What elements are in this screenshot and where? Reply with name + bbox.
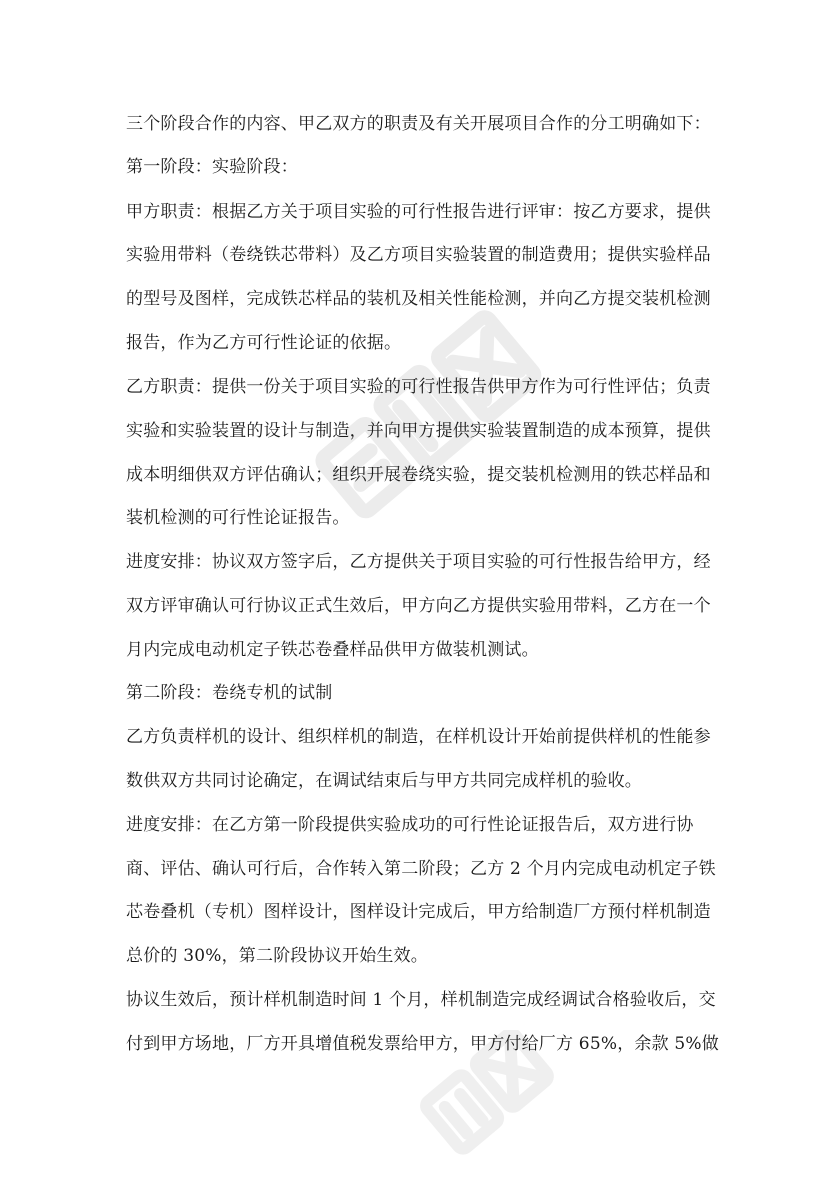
schedule-two-line: 芯卷叠机（专机）图样设计，图样设计完成后，甲方给制造厂方预付样机制造 xyxy=(126,902,711,922)
agreement-effect-line: 协议生效后，预计样机制造时间 1 个月，样机制造完成经调试合格验收后，交 xyxy=(126,990,716,1010)
party-a-duties-line: 甲方职责：根据乙方关于项目实验的可行性报告进行评审：按乙方要求，提供 xyxy=(126,202,711,222)
schedule-one-line: 月内完成电动机定子铁芯卷叠样品供甲方做装机测试。 xyxy=(126,640,539,660)
party-a-duties-line: 实验用带料（卷绕铁芯带料）及乙方项目实验装置的制造费用；提供实验样品 xyxy=(126,245,711,265)
prototype-design-line: 乙方负责样机的设计、组织样机的制造，在样机设计开始前提供样机的性能参 xyxy=(126,727,711,747)
party-b-duties-line: 实验和实验装置的设计与制造，并向甲方提供实验装置制造的成本预算，提供 xyxy=(126,421,711,441)
party-b-duties-line: 成本明细供双方评估确认；组织开展卷绕实验，提交装机检测用的铁芯样品和 xyxy=(126,465,711,485)
prototype-design-line: 数供双方共同讨论确定，在调试结束后与甲方共同完成样机的验收。 xyxy=(126,771,642,791)
schedule-one-line: 双方评审确认可行协议正式生效后，甲方向乙方提供实验用带料，乙方在一个 xyxy=(126,596,711,616)
schedule-two-line: 总价的 30%，第二阶段协议开始生效。 xyxy=(126,946,428,966)
schedule-two-line: 商、评估、确认可行后，合作转入第二阶段；乙方 2 个月内完成电动机定子铁 xyxy=(126,859,716,879)
schedule-two-line: 进度安排：在乙方第一阶段提供实验成功的可行性论证报告后，双方进行协 xyxy=(126,815,694,835)
intro-line: 三个阶段合作的内容、甲乙双方的职责及有关开展项目合作的分工明确如下： xyxy=(126,114,711,134)
agreement-effect-line: 付到甲方场地，厂方开具增值税发票给甲方，甲方付给厂方 65%，余款 5%做 xyxy=(126,1034,719,1054)
stage-one-heading: 第一阶段：实验阶段： xyxy=(126,157,298,177)
party-b-duties-line: 装机检测的可行性论证报告。 xyxy=(126,508,350,528)
party-a-duties-line: 报告，作为乙方可行性论证的依据。 xyxy=(126,333,402,353)
schedule-one-line: 进度安排：协议双方签字后，乙方提供关于项目实验的可行性报告给甲方，经 xyxy=(126,552,711,572)
party-b-duties-line: 乙方职责：提供一份关于项目实验的可行性报告供甲方作为可行性评估；负责 xyxy=(126,377,711,397)
stage-two-heading: 第二阶段：卷绕专机的试制 xyxy=(126,683,333,703)
party-a-duties-line: 的型号及图样，完成铁芯样品的装机及相关性能检测，并向乙方提交装机检测 xyxy=(126,289,711,309)
